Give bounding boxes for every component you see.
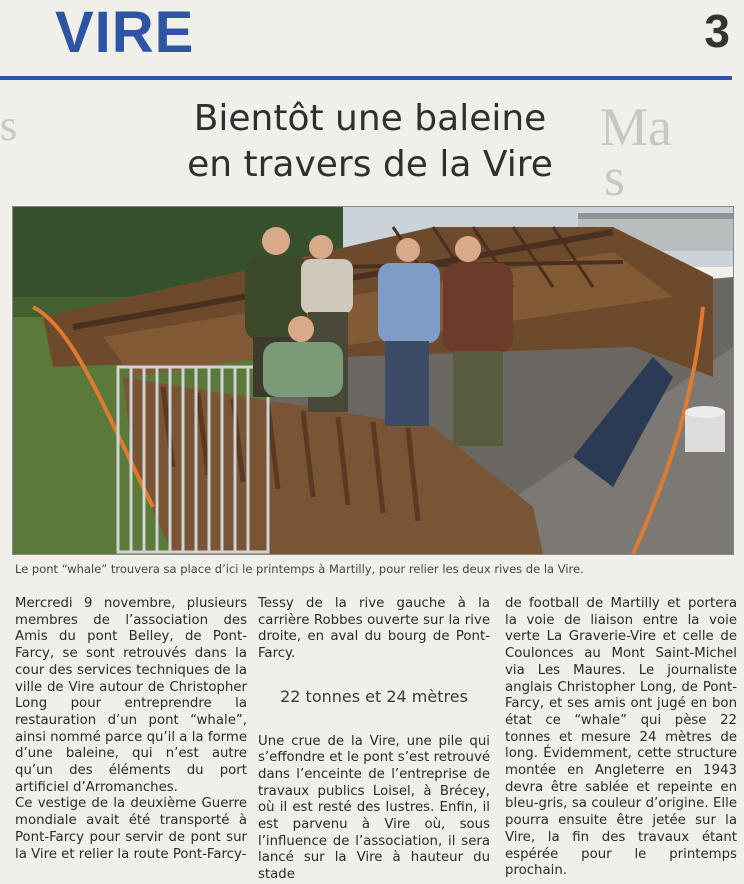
article-subheading: 22 tonnes et 24 mètres	[280, 686, 468, 706]
photo-illustration	[13, 207, 733, 554]
section-title: VIRE	[55, 0, 195, 65]
article-column-1	[15, 596, 247, 863]
article-photo	[12, 206, 734, 555]
article-headline	[100, 96, 640, 188]
paragraph: Tessy de la rive gauche à la carrière Robbes ouverte sur la rive droite, en aval du bourg de Pont-Farcy.	[258, 596, 490, 662]
bleed-through-text: s	[0, 101, 18, 150]
page-number: 3	[704, 5, 730, 57]
article-column-3	[505, 596, 737, 880]
masthead-rule	[0, 76, 732, 80]
photo-caption: Le pont “whale” trouvera sa place d’ici le printemps à Martilly, pour relier les deux rives de la Vire.	[15, 562, 584, 576]
headline-line-2: en travers de la Vire	[187, 144, 553, 185]
bleed-through-text: s	[604, 147, 626, 207]
person-figure	[443, 236, 513, 446]
headline-line-1: Bientôt une baleine	[193, 98, 547, 139]
paragraph: Ce vestige de la deuxième Guerre mondiale avait été transporté à Pont-Farcy pour servir de pont sur la Vire et relier la route Pont-Farcy-	[15, 796, 247, 862]
article-column-2	[258, 596, 490, 884]
bleed-through-text: Ma	[600, 97, 672, 157]
paragraph: de football de Martilly et portera la voie de liaison entre la voie verte La Graverie-Vire et celle de Coulonces au Mont Saint-Michel via Les Maures. Le journaliste anglais Christopher Long, de Pont-Farcy, et ses amis ont jugé en bon état ce “whale” qui pèse 22 tonnes et mesure 24 mètres de long. Évidemment, cette structure montée en Angleterre en 1943 devra être sablée et repeinte en bleu-gris, sa couleur d’origine. Elle pourra ensuite être jetée sur la Vire, la fin des travaux étant espérée pour le printemps prochain.	[505, 596, 737, 879]
paragraph: Mercredi 9 novembre, plusieurs membres de l’association des Amis du pont Belley, de Pont-Farcy, se sont retrouvés dans la cour des services techniques de la ville de Vire autour de Christopher Long pour entreprendre la restauration d’un pont “whale”, ainsi nommé parce qu’il a la forme d’une baleine, qui n’est autre qu’un des éléments du port artificiel d’Arromanches.	[15, 596, 247, 795]
paragraph: Une crue de la Vire, une pile qui s’effondre et le pont s’est retrouvé dans l’enceinte de l’entreprise de travaux publics Loisel, à Brécey, où il est resté des lustres. Enfin, il est parvenu à Vire où, sous l’influence de l’association, il sera lancé sur la Vire à hauteur du stade	[258, 733, 490, 883]
